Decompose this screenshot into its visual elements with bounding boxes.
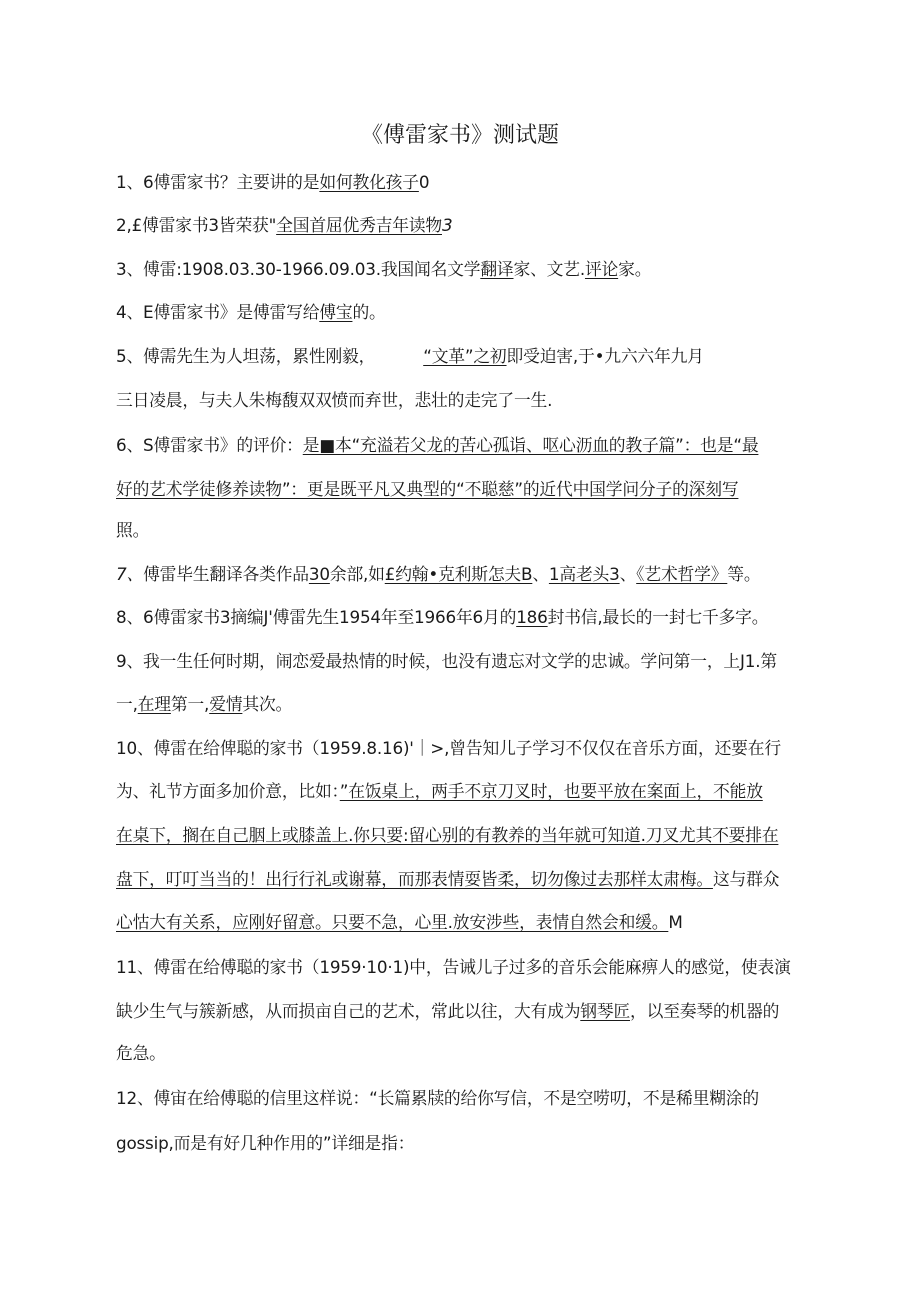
answer-blank: 是■本“充溢若父龙的苦心孤诣、呕心沥血的教子篇”：也是“最 [302, 435, 759, 455]
question-10-line-5: 心怙大有关系，应刚好留意。只要不急，心里.放安涉些，表情自然会和缓。M [116, 912, 683, 932]
answer-blank: 翻译 [480, 259, 514, 279]
answer-blank: 在桌下，搁在自己胭上或膝盖上.你只要:留心别的有教养的当年就可知道.刀叉尤其不要排在 [116, 825, 779, 845]
question-6: 6、S傅雷家书》的评价：是■本“充溢若父龙的苦心孤诣、呕心沥血的教子篇”：也是“最 [116, 435, 759, 455]
answer-blank: 傅宝 [319, 302, 353, 322]
question-2: 2,£傅雷家书3皆荣获"全国首屈优秀吉年读物3 [116, 215, 453, 235]
question-11-end: 危急。 [116, 1043, 166, 1063]
question-9: 9、我一生任何时期，闹恋爱最热情的时候，也没有遗忘对文学的忠诚。学问第一，上J1.第 [116, 651, 777, 671]
answer-blank: 评论 [584, 259, 619, 279]
answer-blank: £约翰•克利斯怎夫B [384, 564, 533, 584]
question-1: 1、6傅雷家书？主要讲的是如何教化孩子0 [116, 172, 430, 192]
question-4: 4、E傅雷家书》是傅雷写给傅宝的。 [116, 302, 386, 322]
question-6-end: 照。 [116, 520, 150, 540]
answer-blank: 爱情 [209, 694, 243, 714]
answer-blank: 全国首屈优秀吉年读物 [276, 215, 442, 235]
answer-blank: 如何教化孩子 [319, 172, 419, 192]
answer-blank: 钢琴匠 [580, 1001, 631, 1021]
question-12-line-2: gossip,而是有好几种作用的”详细是指： [116, 1133, 415, 1153]
question-11: 11、傅雷在给傅聪的家书（1959·10·1)中，告诫儿子过多的音乐会能麻痹人的感觉，使表演 [116, 957, 791, 977]
question-7: 7、傅雷毕生翻译各类作品30余部,如£约翰•克利斯怎夫B、1高老头3、《艺术哲学》等。 [116, 564, 761, 584]
question-5: 5、傅需先生为人坦荡，累性刚毅， “文革”之初即受迫害,于•九六六年九月 [116, 346, 704, 366]
question-9-continued: 一,在理第一,爱情其次。 [116, 694, 293, 714]
answer-blank: 30 [308, 564, 330, 584]
answer-blank: 好的艺术学徒修养读物”：更是既平凡又典型的“不聪慈”的近代中国学问分子的深刻写 [116, 479, 739, 499]
answer-blank: 盘下，叮叮当当的！出行行礼或谢幕，而那表情耍皆柔，切勿像过去那样太肃梅。 [116, 869, 713, 889]
question-5-continued: 三日凌晨，与夫人朱梅馥双双愤而弃世，悲壮的走完了一生. [116, 390, 553, 410]
answer-blank: 心怙大有关系，应刚好留意。只要不急，心里.放安涉些，表情自然会和缓。 [116, 912, 669, 932]
answer-blank: 《艺术哲学》 [636, 564, 728, 584]
question-10-line-2: 为、礼节方面多加价意，比如：”在饭桌上，两手不京刀叉时，也要平放在案面上，不能放 [116, 781, 763, 801]
answer-blank: 186 [516, 607, 548, 627]
question-10-line-3 [116, 823, 778, 847]
question-12: 12、傅宙在给傅聪的信里这样说：“长篇累牍的给你写信，不是空唠叨，不是稀里糊涂的 [116, 1088, 759, 1108]
answer-blank: 在理 [137, 694, 171, 714]
question-6-continued [116, 477, 738, 501]
question-3: 3、傅雷:1908.03.30-1966.09.03.我国闻名文学翻译家、文艺.评论家。 [116, 259, 652, 279]
question-10: 10、傅雷在给俾聪的家书（1959.8.16)'｜>,曾告知儿子学习不仅仅在音乐方面，还要在行 [116, 738, 781, 758]
question-8: 8、6傅雷家书3摘编J'傅雷先生1954年至1966年6月的186封书信,最长的一封七千多字。 [116, 607, 769, 627]
answer-blank: 1高老头3 [548, 564, 620, 584]
answer-blank: “文革”之初 [423, 346, 507, 366]
question-11-line-2: 缺少生气与簇新感，从而损亩自己的艺术，常此以往，大有成为钢琴匠，以至奏琴的机器的 [116, 1001, 780, 1021]
answer-blank: ”在饭桌上，两手不京刀叉时，也要平放在案面上，不能放 [339, 781, 763, 801]
page-title: 《傅雷家书》测试题 [360, 123, 559, 148]
question-10-line-4: 盘下，叮叮当当的！出行行礼或谢幕，而那表情耍皆柔，切勿像过去那样太肃梅。这与群众 [116, 869, 780, 889]
